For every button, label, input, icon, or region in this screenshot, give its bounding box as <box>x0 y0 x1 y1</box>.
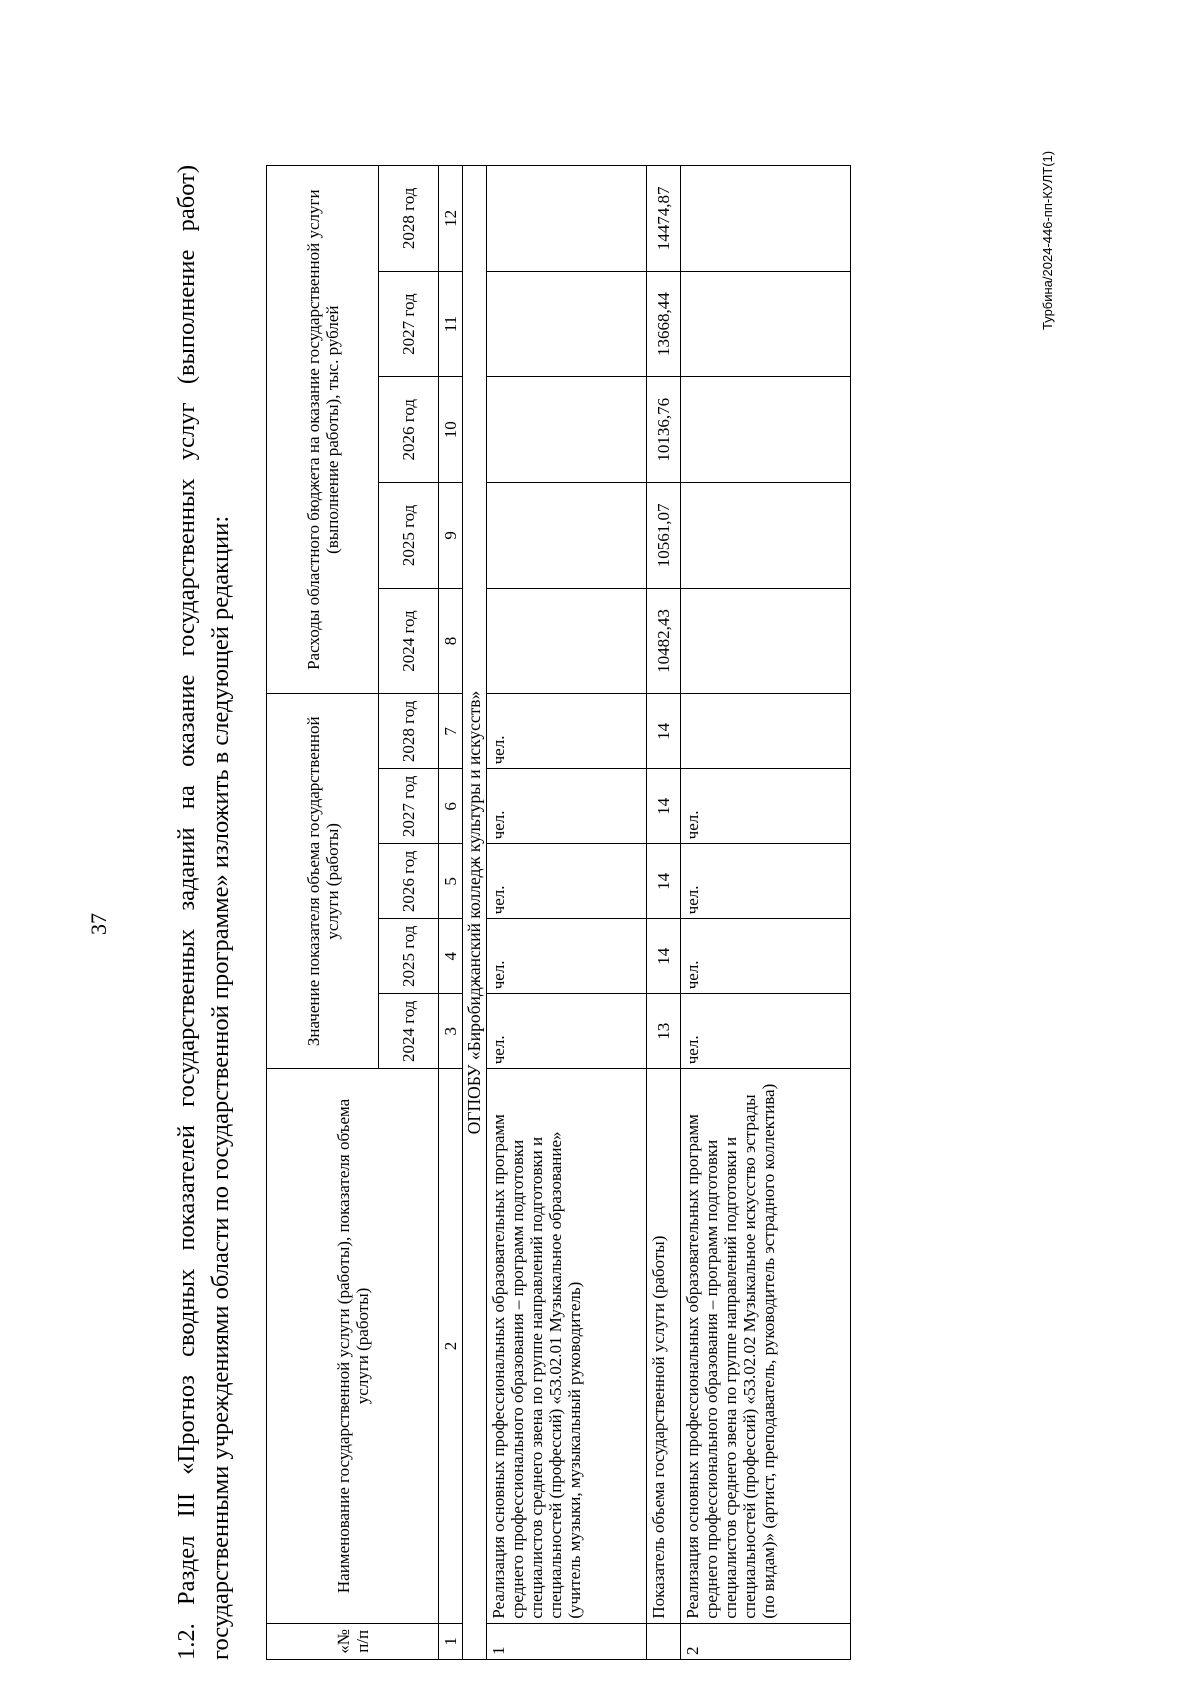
budget-value: 13668,44 <box>647 271 681 377</box>
rotated-content <box>170 160 1050 1660</box>
unit-cell: чел. <box>487 769 647 844</box>
budget-cell <box>487 377 647 483</box>
budget-value: 10561,07 <box>647 483 681 589</box>
organization-row <box>463 166 487 1660</box>
header-volume-group: Значение показателя объема государственной услуги (работы) <box>267 694 379 1069</box>
document-code: Турбина/2024-446-пп-КУЛТ(1) <box>1040 150 1055 330</box>
column-number: 5 <box>439 844 463 919</box>
column-number: 9 <box>439 483 463 589</box>
column-number: 11 <box>439 271 463 377</box>
header-num: «№ п/п <box>267 1623 439 1659</box>
column-number: 2 <box>439 1069 463 1623</box>
budget-cell <box>681 271 851 377</box>
budget-cell <box>487 588 647 694</box>
row-number <box>647 1623 681 1659</box>
budget-cell <box>681 483 851 589</box>
header-volume-year: 2026 год <box>379 844 439 919</box>
header-volume-year: 2027 год <box>379 769 439 844</box>
service-name: Реализация основных профессиональных образовательных программ среднего профессионального образования – программ подготовки специалистов среднего звена по группе направлений подготовки и специальностей (профессий) «53.02.02 Музыкальное искусство эстрады (по видам)» (артист, преподаватель, руководитель эстрадного коллектива) <box>681 1069 851 1623</box>
header-name: Наименование государственной услуги (работы), показателя объема услуги (работы) <box>267 1069 439 1623</box>
unit-cell: чел. <box>681 769 851 844</box>
budget-cell <box>681 377 851 483</box>
row-number: 1 <box>487 1623 647 1659</box>
indicator-name: Показатель объема государственной услуги (работы) <box>647 1069 681 1623</box>
header-volume-year: 2025 год <box>379 919 439 994</box>
budget-cell <box>681 588 851 694</box>
column-number: 1 <box>439 1623 463 1659</box>
budget-value: 10136,76 <box>647 377 681 483</box>
organization-name: ОГПОБУ «Биробиджанский колледж культуры и искусств» <box>463 166 487 1660</box>
table-row <box>487 166 647 1660</box>
unit-cell: чел. <box>487 844 647 919</box>
budget-value: 10482,43 <box>647 588 681 694</box>
budget-value: 14474,87 <box>647 166 681 272</box>
budget-cell <box>487 166 647 272</box>
budget-cell <box>487 271 647 377</box>
column-number: 12 <box>439 166 463 272</box>
column-number: 10 <box>439 377 463 483</box>
header-budget-year: 2025 год <box>379 483 439 589</box>
column-number: 6 <box>439 769 463 844</box>
table-row <box>681 166 851 1660</box>
column-number: 7 <box>439 694 463 769</box>
column-number: 8 <box>439 588 463 694</box>
unit-cell: чел. <box>681 994 851 1069</box>
unit-cell: чел. <box>681 919 851 994</box>
unit-cell: чел. <box>487 994 647 1069</box>
header-budget-year: 2027 год <box>379 271 439 377</box>
header-volume-year: 2024 год <box>379 994 439 1069</box>
unit-cell: чел. <box>681 844 851 919</box>
volume-value: 14 <box>647 844 681 919</box>
forecast-table <box>266 165 851 1660</box>
header-budget-group: Расходы областного бюджета на оказание государственной услуги (выполнение работы), тыс. рублей <box>267 166 379 694</box>
table-row <box>647 166 681 1660</box>
volume-value: 14 <box>647 694 681 769</box>
column-number: 3 <box>439 994 463 1069</box>
header-budget-year: 2026 год <box>379 377 439 483</box>
header-budget-year: 2024 год <box>379 588 439 694</box>
service-name: Реализация основных профессиональных образовательных программ среднего профессионального образования – программ подготовки специалистов среднего звена по группе направлений подготовки и специальностей (профессий) «53.02.01 Музыкальное образование» (учитель музыки, музыкальный руководитель) <box>487 1069 647 1623</box>
section-heading: 1.2. Раздел III «Прогноз сводных показателей государственных заданий на оказание государственных услуг (выполнение работ) государственными учреждениями области по государственной программе» изложить в следующей редакции: <box>173 165 234 1660</box>
column-number-row <box>439 166 463 1660</box>
unit-cell <box>681 694 851 769</box>
header-budget-year: 2028 год <box>379 166 439 272</box>
unit-cell: чел. <box>487 919 647 994</box>
column-number: 4 <box>439 919 463 994</box>
header-volume-year: 2028 год <box>379 694 439 769</box>
page-number: 37 <box>86 913 111 935</box>
volume-value: 14 <box>647 919 681 994</box>
volume-value: 13 <box>647 994 681 1069</box>
unit-cell: чел. <box>487 694 647 769</box>
budget-cell <box>487 483 647 589</box>
row-number: 2 <box>681 1623 851 1659</box>
volume-value: 14 <box>647 769 681 844</box>
budget-cell <box>681 166 851 272</box>
